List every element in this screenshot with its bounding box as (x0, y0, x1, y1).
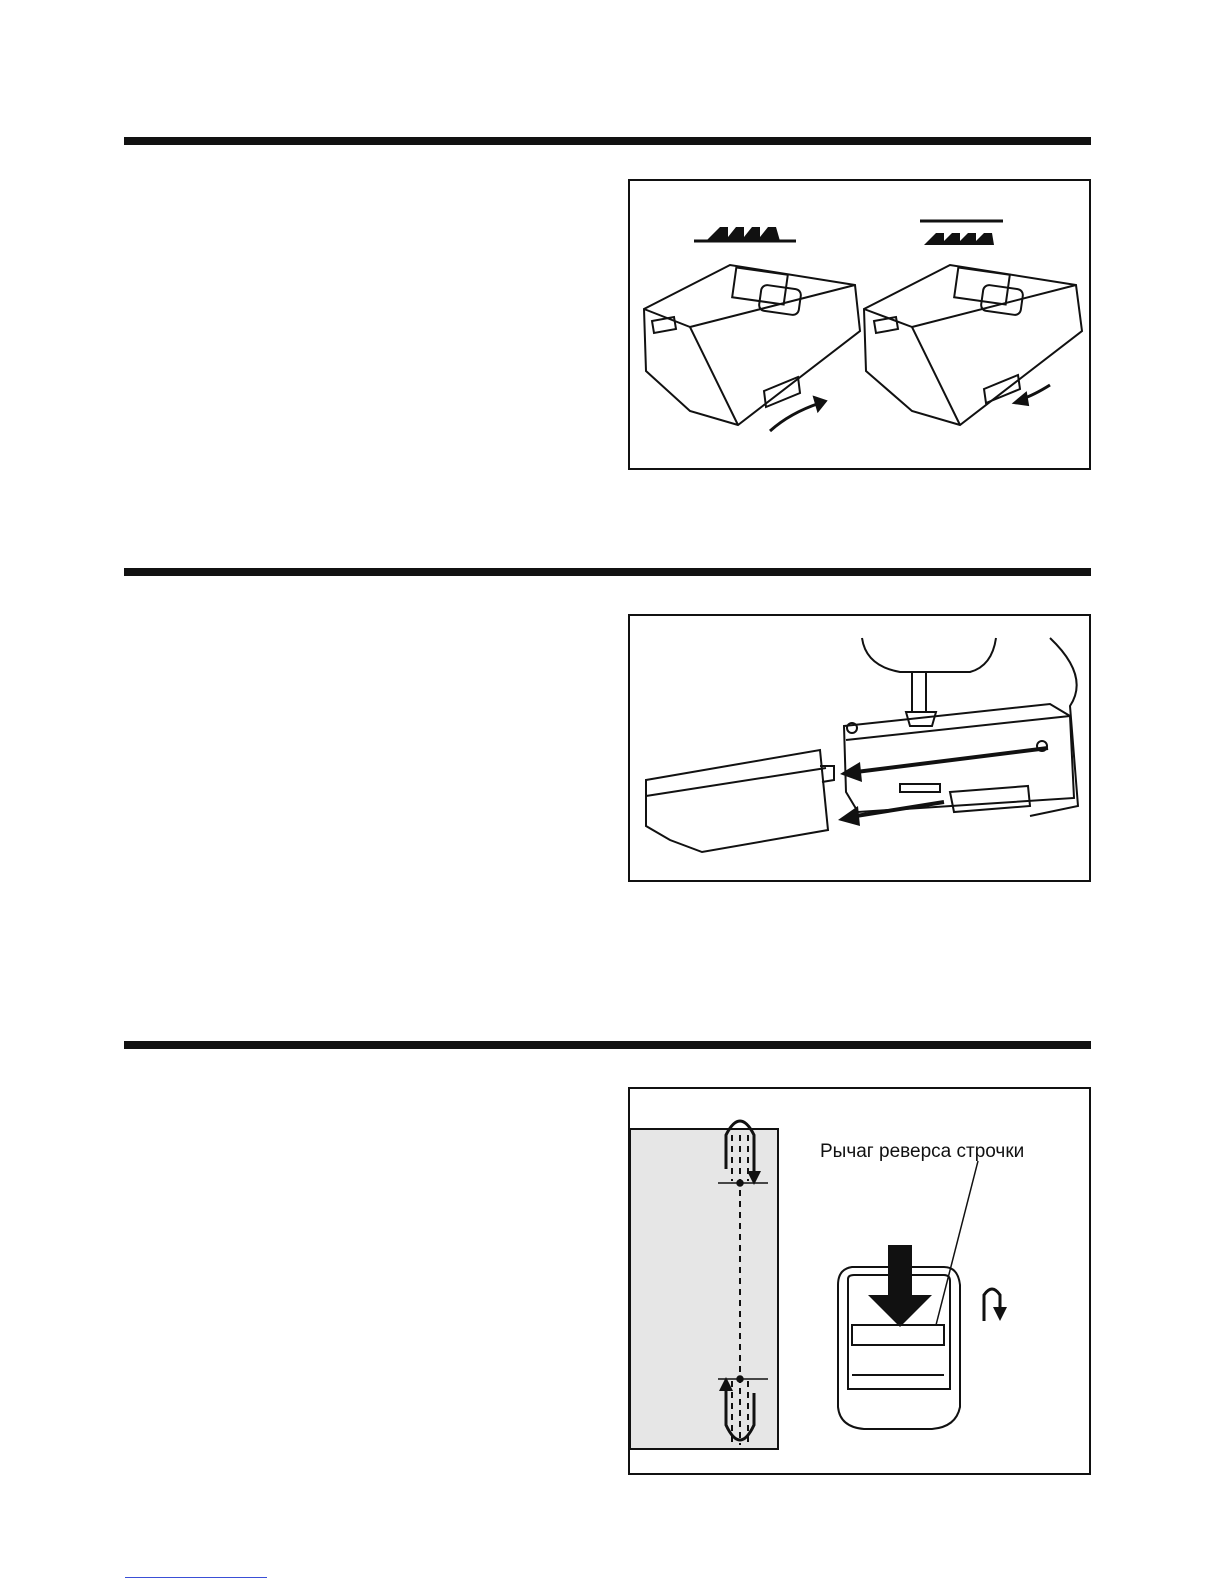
sewing-machine-head-illustration (844, 638, 1078, 816)
reverse-arrow-icon (984, 1289, 1007, 1321)
machine-bed-left-illustration (644, 265, 860, 431)
figure-feed-dog (628, 179, 1091, 470)
section-divider-3 (124, 1041, 1091, 1049)
reverse-lever-label: Рычаг реверса строчки (820, 1141, 1025, 1162)
figure-extension-table (628, 614, 1091, 882)
footer-link-underline[interactable] (125, 1577, 267, 1578)
section-divider-2 (124, 568, 1091, 576)
feed-dog-up-icon (694, 227, 796, 241)
label-leader-line (936, 1161, 978, 1325)
extension-table-illustration (646, 750, 1030, 852)
feed-dog-down-icon (920, 221, 1003, 245)
slide-arrow-upper-icon (840, 748, 1048, 782)
section-divider-1 (124, 137, 1091, 145)
figure-reverse-stitch (628, 1087, 1091, 1475)
press-down-arrow-icon (868, 1245, 932, 1327)
machine-bed-right-illustration (864, 265, 1082, 425)
